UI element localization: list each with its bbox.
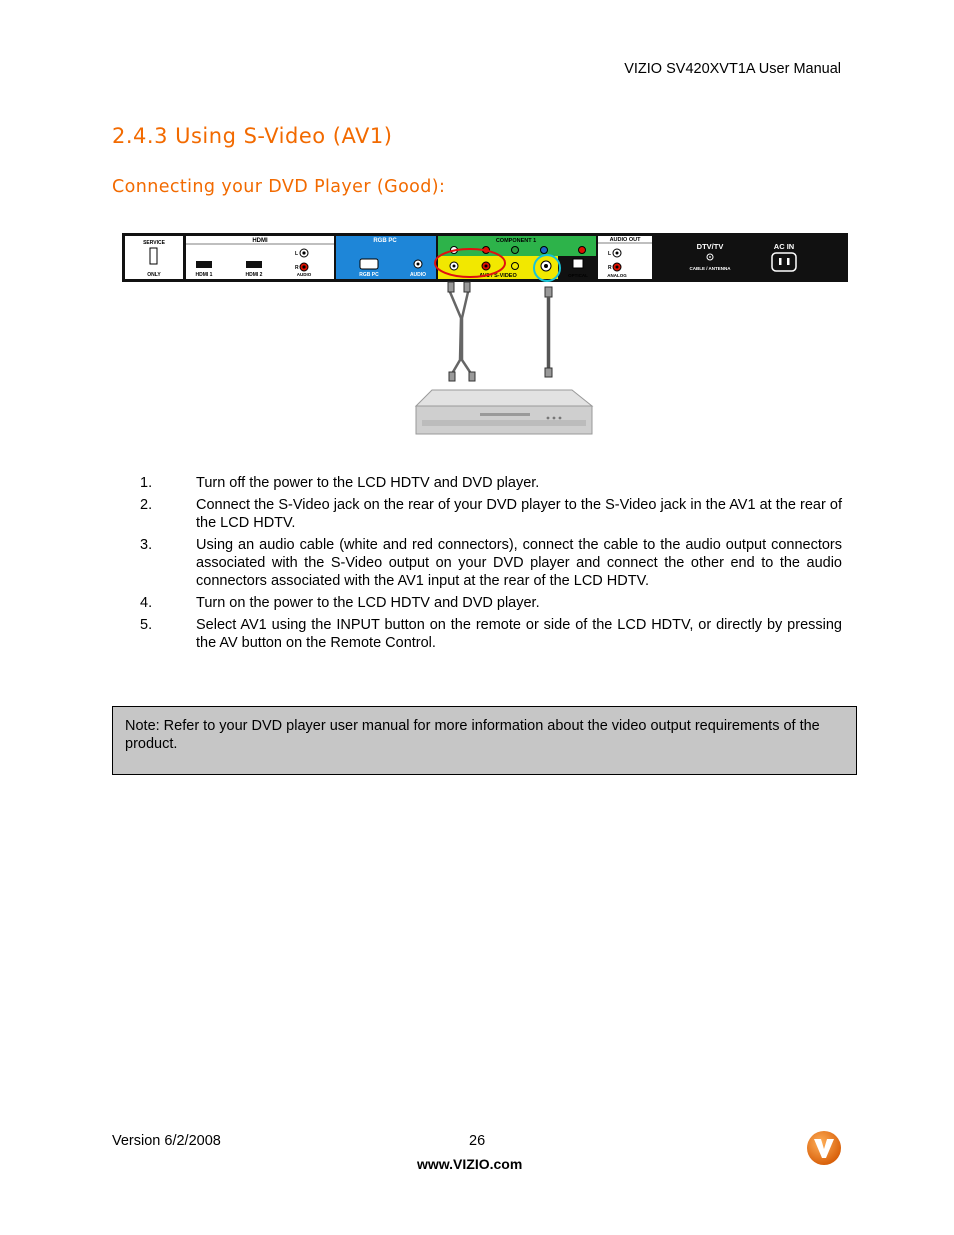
connection-diagram: [120, 230, 850, 445]
svg-text:AUDIO: AUDIO: [296, 272, 312, 277]
page-number: 26: [469, 1133, 486, 1149]
step-item: 1. Turn off the power to the LCD HDTV and DVD player.: [140, 475, 540, 491]
step-item: 5. Select AV1 using the INPUT button on the remote or side of the LCD HDTV, or directly by pressing the AV button on the Remote Control.: [140, 617, 842, 651]
svg-text:R: R: [608, 265, 612, 271]
step-item: 2. Connect the S-Video jack on the rear of your DVD player to the S-Video jack in the AV1 at the rear of the LCD HDTV.: [140, 497, 842, 531]
vga-port: [360, 259, 378, 269]
version-label: Version 6/2/2008: [112, 1133, 221, 1149]
vizio-logo-icon: [804, 1128, 844, 1168]
step-item: 4. Turn on the power to the LCD HDTV and DVD player.: [140, 595, 540, 611]
hdmi1-label: HDMI 1: [195, 272, 213, 278]
svg-text:ANALOG: ANALOG: [607, 273, 627, 278]
svideo-cable: [545, 287, 552, 377]
rgb-pc-header: RGB PC: [373, 238, 397, 244]
svg-text:RGB PC: RGB PC: [359, 272, 379, 278]
av1-label: AV1 / S-VIDEO: [479, 273, 517, 279]
hdmi1-port: [196, 261, 212, 268]
audio-cable: [448, 282, 475, 381]
instruction-steps: [140, 474, 842, 656]
note-text: Note: Refer to your DVD player user manual for more information about the video output requirements of the product.: [125, 718, 820, 752]
svg-text:R: R: [295, 265, 299, 271]
ac-in-label: AC IN: [773, 242, 795, 251]
step-item: 3. Using an audio cable (white and red connectors), connect the cable to the audio output connectors associated with the S-Video output on your DVD player and connect the other end to the audio connectors associated with the AV1 input at the rear of the LCD HDTV.: [140, 537, 842, 589]
hdmi-label: HDMI: [252, 238, 268, 244]
svg-text:L: L: [295, 251, 299, 257]
svg-text:AUDIO: AUDIO: [409, 272, 427, 278]
dtv-section: [654, 236, 847, 279]
svg-text:CABLE / ANTENNA: CABLE / ANTENNA: [689, 266, 731, 271]
section-subtitle: Connecting your DVD Player (Good):: [112, 177, 446, 197]
website-link[interactable]: www.VIZIO.com: [417, 1156, 523, 1172]
note-box: [112, 706, 857, 775]
only-label: ONLY: [147, 272, 161, 278]
manual-title: VIZIO SV420XVT1A User Manual: [624, 61, 841, 77]
dtv-label: DTV/TV: [696, 242, 724, 251]
svg-text:L: L: [608, 251, 612, 257]
svg-text:OPTICAL: OPTICAL: [568, 273, 588, 278]
section-title: 2.4.3 Using S-Video (AV1): [112, 124, 393, 148]
service-label: SERVICE: [143, 240, 165, 246]
component-label: COMPONENT 1: [495, 238, 537, 244]
optical-port: [573, 259, 583, 268]
audio-out-label: AUDIO OUT: [609, 237, 641, 243]
hdmi2-port: [246, 261, 262, 268]
hdmi2-label: HDMI 2: [245, 272, 263, 278]
dvd-player: [416, 390, 592, 434]
